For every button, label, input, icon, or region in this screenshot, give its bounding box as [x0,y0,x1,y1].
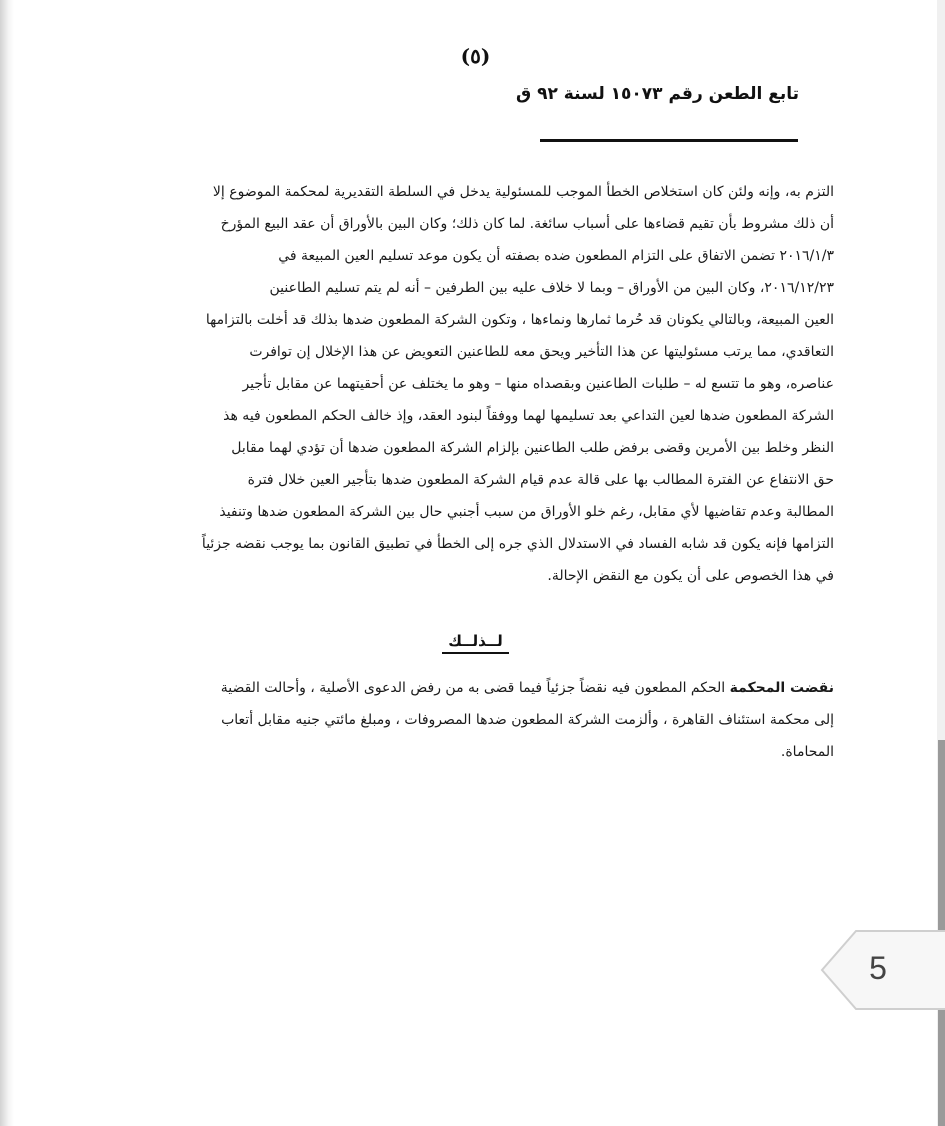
judgment-body [118,176,834,592]
page-number: 5 [869,950,887,986]
body-line: أن ذلك مشروط بأن تقيم قضاءها على أسباب سائغة. لما كان ذلك؛ وكان البين بالأوراق أن عقد البيع المؤرخ [220,216,834,232]
ruling-paragraph [118,672,834,768]
section-heading [14,632,937,650]
body-line: التزامها فإنه يكون قد شابه الفساد في الاستدلال الذي جره إلى الخطأ في تطبيق القانون بما يوجب نقضه جزئياً [201,536,834,552]
body-line: المطالبة وعدم تقاضيها لأي مقابل، رغم خلو الأوراق من سبب أجنبي حال بين الشركة المطعون ضدها وتنفيذ [219,504,834,520]
body-line: ٢٠١٦/١/٣ تضمن الاتفاق على التزام المطعون ضده بصفته أن يكون موعد تسليم العين المبيعة في [278,248,834,264]
ruling-line: إلى محكمة استئناف القاهرة ، وألزمت الشركة المطعون ضدها المصروفات ، ومبلغ مائتي جنيه مقابل أتعاب [221,712,834,728]
case-reference: تابع الطعن رقم ١٥٠٧٣ لسنة ٩٢ ق [516,84,799,104]
ruling-line [118,672,834,704]
ruling-lead: نقضت المحكمة [729,680,834,696]
body-line: التعاقدي، مما يرتب مسئوليتها عن هذا التأخير ويحق معه للطاعنين التعويض عن هذا الإخلال إن توافرت [249,344,834,360]
body-line: ٢٠١٦/١٢/٢٣، وكان البين من الأوراق – وبما لا خلاف عليه بين الطرفين – أنه لم يتم تسليم الطاعنين [269,280,834,296]
document-page [14,0,937,1126]
ruling-line: المحاماة. [780,744,834,760]
section-heading-text: لــذلــك [442,632,508,654]
body-line: عناصره، وهو ما تتسع له – طلبات الطاعنين وبقصداه منها – وهو ما يختلف عن أحقيتهما عن مقابل تأجير [242,376,834,392]
body-line: الشركة المطعون ضدها لعين التداعي بعد تسليمها لهما ووفقاً لبنود العقد، وإذ خالف الحكم المطعون فيه هذ [223,408,834,424]
ruling-line-rest: الحكم المطعون فيه نقضاً جزئياً فيما قضى به من رفض الدعوى الأصلية ، وأحالت القضية [220,680,730,696]
body-line: التزم به، وإنه ولئن كان استخلاص الخطأ الموجب للمسئولية يدخل في السلطة التقديرية لمحكمة الموضوع إلا [212,184,834,200]
body-line: حق الانتفاع عن الفترة المطالب بها على قالة عدم قيام الشركة المطعون ضدها بتأجير العين خلال فترة [247,472,834,488]
page-marker: (٥) [460,44,491,68]
body-line: النظر وخلط بين الأمرين وقضى برفض طلب الطاعنين بإلزام الشركة المطعون ضدها أن تؤدي لهما مقابل [231,440,834,456]
left-page-shadow [0,0,14,1126]
header-underline [540,139,798,142]
body-line: العين المبيعة، وبالتالي يكونان قد حُرما ثمارها ونماءها ، وتكون الشركة المطعون ضدها بذلك قد أخلت بالتزامها [205,312,834,328]
body-line: في هذا الخصوص على أن يكون مع النقض الإحالة. [547,568,834,584]
